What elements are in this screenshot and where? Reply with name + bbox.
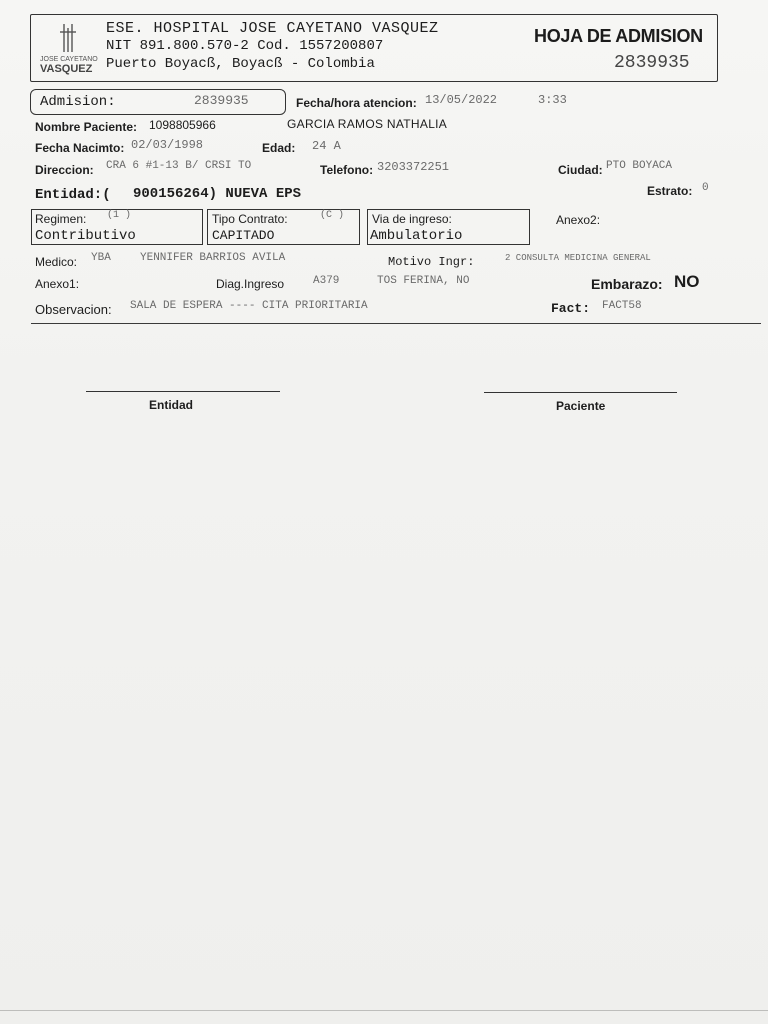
paciente-signature-line <box>484 392 677 393</box>
tipo-contrato-code: (C ) <box>320 210 345 221</box>
entidad-value: 900156264) NUEVA EPS <box>133 186 302 202</box>
medico-code: YBA <box>91 252 111 264</box>
embarazo-label: Embarazo: <box>591 276 663 292</box>
ciudad-label: Ciudad: <box>558 163 603 177</box>
diag-code: A379 <box>313 275 340 287</box>
observacion-label: Observacion: <box>35 302 112 317</box>
edad-value: 24 A <box>312 139 341 153</box>
embarazo-value: NO <box>674 272 700 291</box>
hospital-location: Puerto Boyacß, Boyacß - Colombia <box>106 56 375 72</box>
documento-value: 1098805966 <box>149 118 216 132</box>
via-ingreso-value: Ambulatorio <box>370 228 463 244</box>
hora-atencion-value: 3:33 <box>538 93 567 107</box>
medico-name: YENNIFER BARRIOS AVILA <box>140 252 286 264</box>
entidad-label: Entidad:( <box>35 187 111 203</box>
diag-ingreso-label: Diag.Ingreso <box>216 277 285 291</box>
direccion-value: CRA 6 #1-13 B/ CRSI TO <box>106 160 252 172</box>
paciente-signature-label: Paciente <box>556 399 606 413</box>
regimen-value: Contributivo <box>35 228 136 244</box>
fact-value: FACT58 <box>602 300 642 312</box>
tipo-contrato-label: Tipo Contrato: <box>212 212 288 226</box>
edad-label: Edad: <box>262 141 296 155</box>
admision-value: 2839935 <box>194 93 249 108</box>
direccion-label: Direccion: <box>35 163 94 177</box>
section-divider <box>31 323 761 324</box>
estrato-value: 0 <box>702 182 709 194</box>
via-ingreso-label: Via de ingreso: <box>372 212 452 226</box>
motivo-value: 2 CONSULTA MEDICINA GENERAL <box>505 253 651 263</box>
observacion-value: SALA DE ESPERA ---- CITA PRIORITARIA <box>130 300 368 312</box>
hospital-logo <box>38 20 98 76</box>
logo-text-top: JOSE CAYETANO <box>40 56 98 63</box>
motivo-label: Motivo Ingr: <box>388 255 475 269</box>
medico-label: Medico: <box>35 255 78 269</box>
telefono-label: Telefono: <box>320 163 374 177</box>
anexo1-label: Anexo1: <box>35 277 80 291</box>
admision-label: Admision: <box>40 94 116 110</box>
tipo-contrato-value: CAPITADO <box>212 228 275 243</box>
document-title: HOJA DE ADMISION <box>534 26 703 46</box>
hospital-name: ESE. HOSPITAL JOSE CAYETANO VASQUEZ <box>106 20 439 37</box>
diag-desc: TOS FERINA, NO <box>377 275 470 287</box>
logo-text-bottom: VASQUEZ <box>40 63 93 75</box>
anexo2-label: Anexo2: <box>556 213 601 227</box>
fecha-nac-value: 02/03/1998 <box>131 138 204 152</box>
fecha-nac-label: Fecha Nacimto: <box>35 141 125 155</box>
entidad-signature-label: Entidad <box>149 398 193 412</box>
regimen-label: Regimen: <box>35 212 87 226</box>
fact-label: Fact: <box>551 301 591 316</box>
nombre-value: GARCIA RAMOS NATHALIA <box>287 117 448 131</box>
fecha-atencion-label: Fecha/hora atencion: <box>296 96 417 110</box>
hospital-nit: NIT 891.800.570-2 Cod. 1557200807 <box>106 38 384 54</box>
entidad-signature-line <box>86 391 280 392</box>
telefono-value: 3203372251 <box>377 160 450 174</box>
regimen-code: (1 ) <box>107 210 132 221</box>
page-edge <box>0 1010 768 1011</box>
fecha-atencion-value: 13/05/2022 <box>425 93 498 107</box>
ciudad-value: PTO BOYACA <box>606 160 673 172</box>
estrato-label: Estrato: <box>647 184 693 198</box>
document-number: 2839935 <box>614 53 690 73</box>
nombre-label: Nombre Paciente: <box>35 120 138 134</box>
